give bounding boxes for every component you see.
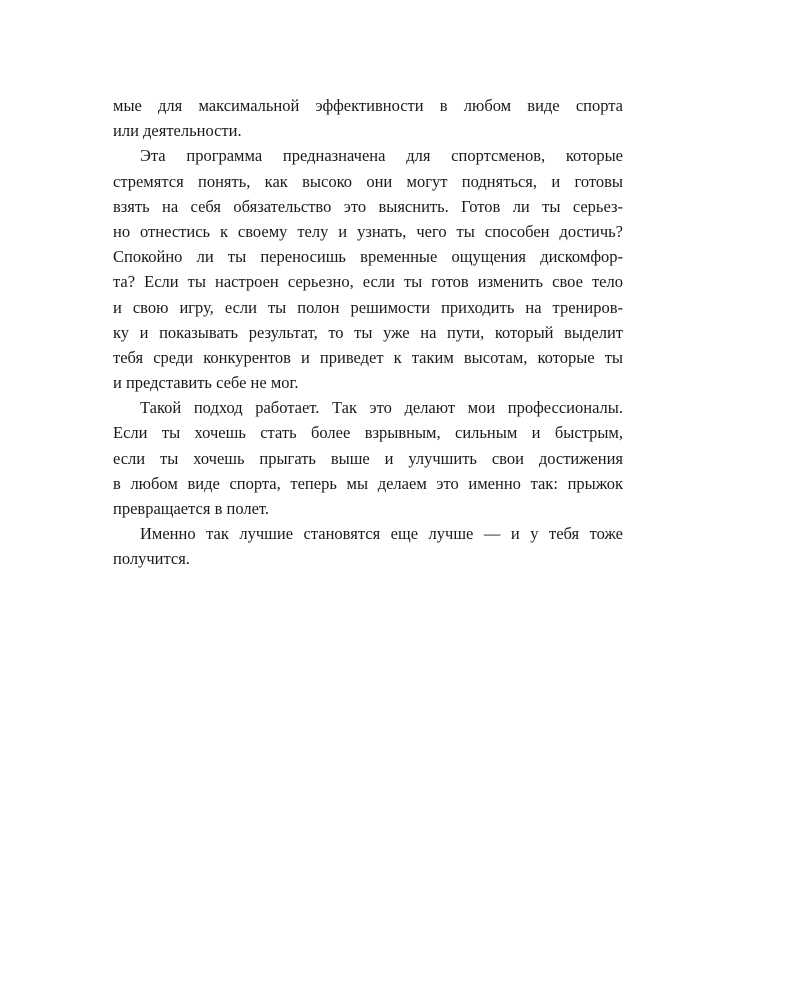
text-line: мые для максимальной эффективности в любом виде спорта: [113, 96, 623, 115]
text-line: Такой подход работает. Так это делают мои профессионалы.: [140, 398, 623, 418]
text-line: или деятельности.: [113, 121, 242, 141]
text-line: Спокойно ли ты переносишь временные ощущения дискомфор-: [113, 247, 623, 267]
text-line: получится.: [113, 549, 190, 569]
text-line: ку и показывать результат, то ты уже на пути, который выделит: [113, 322, 623, 342]
text-line: превращается в полет.: [113, 499, 270, 518]
text-line: и свою игру, если ты полон решимости приходить на трениров-: [113, 297, 623, 317]
body-text: [113, 93, 623, 572]
text-line: тебя среди конкурентов и приведет к таким высотам, которые ты: [113, 347, 623, 367]
text-line: взять на себя обязательство это выяснить. Готов ли ты серьез-: [113, 196, 623, 216]
text-line: если ты хочешь прыгать выше и улучшить свои достижения: [113, 448, 623, 468]
text-line: и представить себе не мог.: [113, 373, 299, 393]
text-line: Эта программа предназначена для спортсменов, которые: [140, 146, 623, 166]
text-line: в любом виде спорта, теперь мы делаем это именно так: прыжок: [113, 473, 623, 493]
text-line: стремятся понять, как высоко они могут подняться, и готовы: [113, 171, 623, 191]
text-line: Если ты хочешь стать более взрывным, сильным и быстрым,: [113, 423, 623, 443]
text-line: но отнестись к своему телу и узнать, чего ты способен достичь?: [113, 221, 623, 241]
text-line: Именно так лучшие становятся еще лучше — и у тебя тоже: [140, 524, 623, 544]
text-line: та? Если ты настроен серьезно, если ты готов изменить свое тело: [113, 272, 623, 292]
